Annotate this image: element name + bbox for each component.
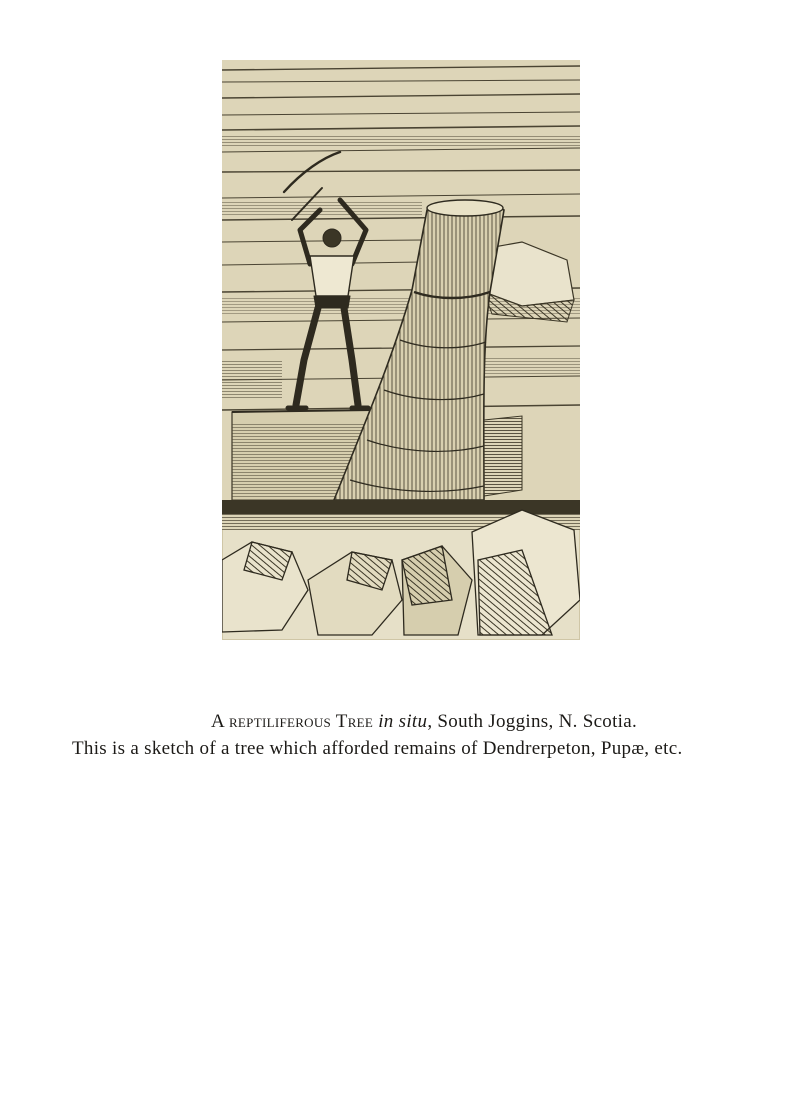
engraving-illustration xyxy=(222,60,580,640)
caption-body: This is a sketch of a tree which afforded remains of Dendrerpeton, Pupæ, etc. xyxy=(72,738,683,759)
caption-title-italic: in situ xyxy=(378,711,428,732)
caption-title-suffix: , South Joggins, N. Scotia. xyxy=(427,711,638,732)
engraving-figure xyxy=(222,60,580,640)
caption-title xyxy=(50,708,778,735)
caption-title-prefix: A reptiliferous Tree xyxy=(210,711,374,732)
figure-caption xyxy=(50,708,778,762)
